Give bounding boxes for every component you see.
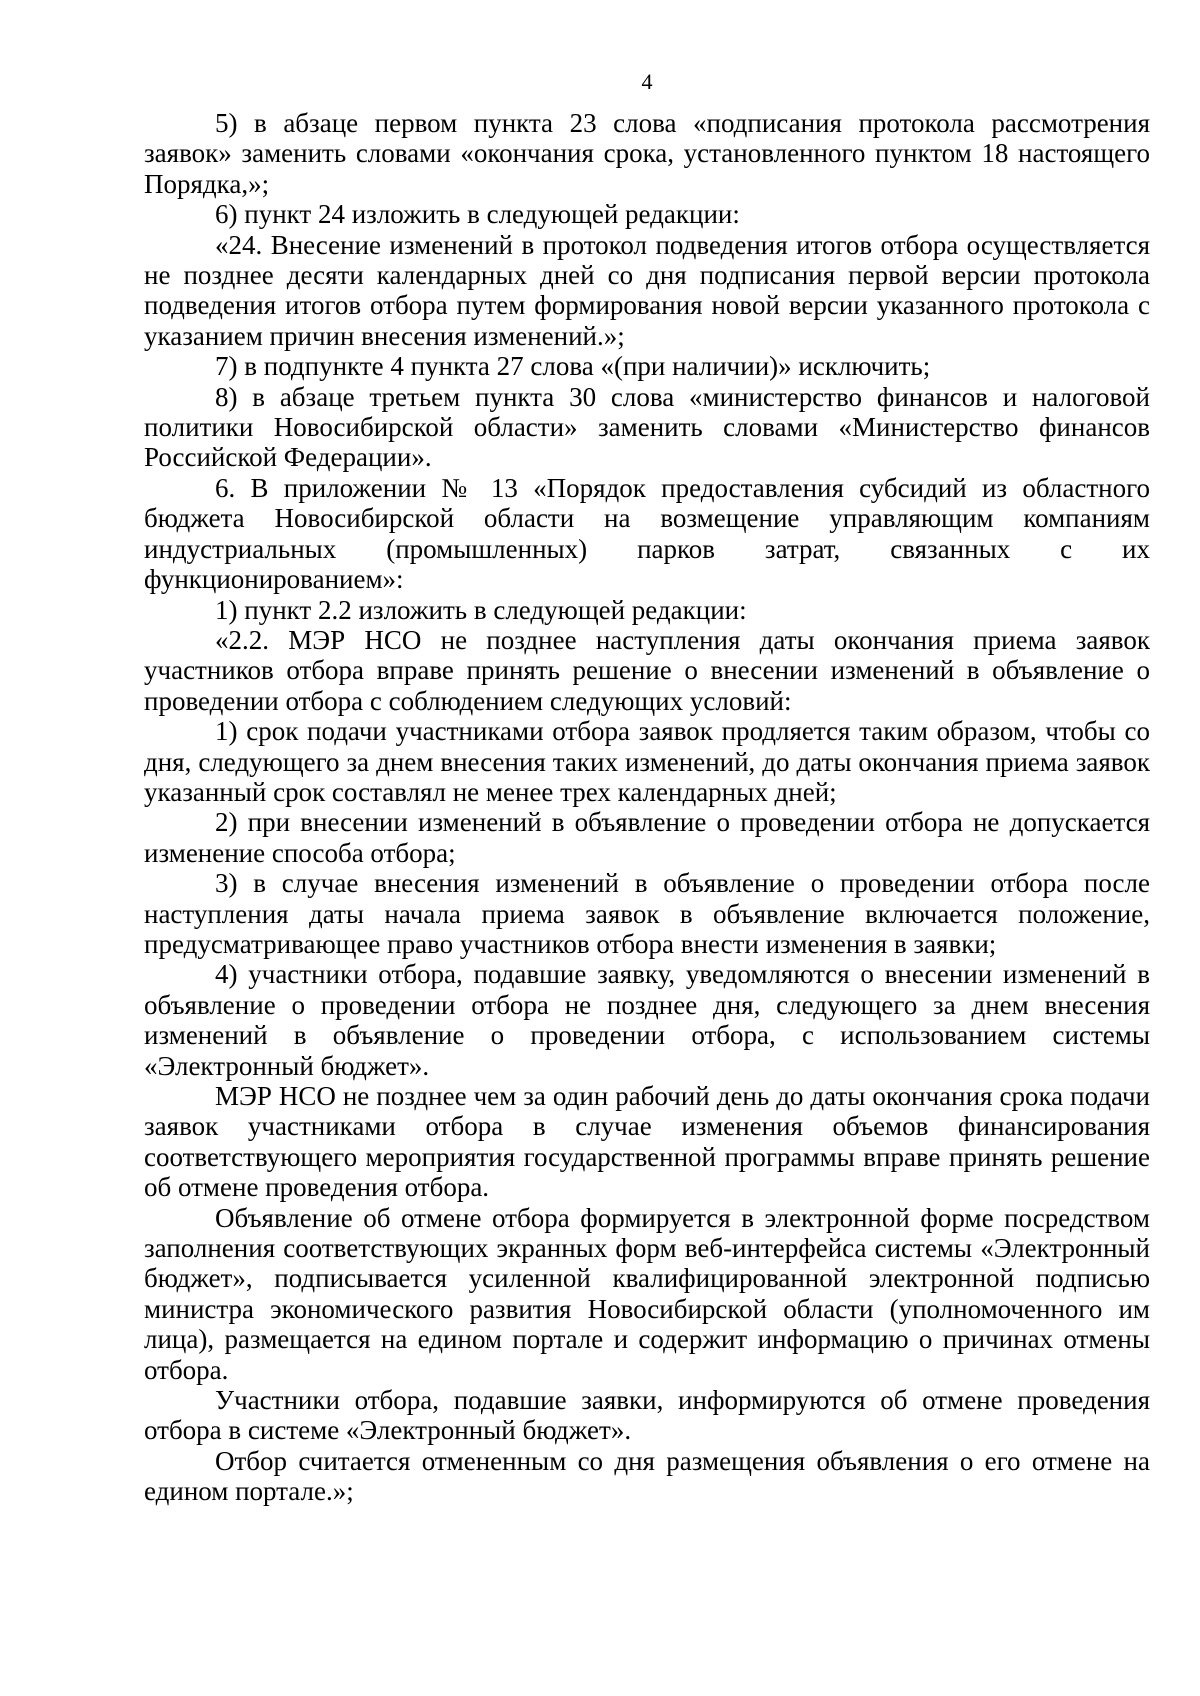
- paragraph-condition-3: 3) в случае внесения изменений в объявление о проведении отбора после наступления даты начала приема заявок в объявление включается положение, предусматривающее право участников отбора внести изменения в заявки;: [144, 868, 1150, 959]
- paragraph-cancellation-decision: МЭР НСО не позднее чем за один рабочий день до даты окончания срока подачи заявок участниками отбора в случае изменения объемов финансирования соответствующего мероприятия государственной программы вправе принять решение об отмене проведения отбора.: [144, 1081, 1150, 1203]
- paragraph-section-6: 6. В приложении № 13 «Порядок предоставления субсидий из областного бюджета Новосибирской области на возмещение управляющим компаниям индустриальных (промышленных) парков затрат, связанных с их функционированием»:: [144, 472, 1150, 595]
- page-number: 4: [641, 69, 653, 94]
- paragraph-cancellation-effective: Отбор считается отмененным со дня размещения объявления о его отмене на едином портале.»;: [144, 1445, 1150, 1507]
- paragraph-item-5: 5) в абзаце первом пункта 23 слова «подписания протокола рассмотрения заявок» заменить словами «окончания срока, установленного пунктом 18 настоящего Порядка,»;: [144, 108, 1150, 199]
- paragraph-condition-1: 1) срок подачи участниками отбора заявок продляется таким образом, чтобы со дня, следующего за днем внесения таких изменений, до даты окончания приема заявок указанный срок составлял не менее трех календарных дней;: [144, 716, 1150, 807]
- paragraph-section-6-item-1: 1) пункт 2.2 изложить в следующей редакции:: [215, 594, 747, 625]
- paragraph-condition-2: 2) при внесении изменений в объявление о проведении отбора не допускается изменение способа отбора;: [144, 807, 1150, 868]
- paragraph-participants-informed: Участники отбора, подавшие заявки, информируются об отмене проведения отбора в системе «Электронный бюджет».: [144, 1385, 1150, 1446]
- paragraph-item-7: 7) в подпункте 4 пункта 27 слова «(при наличии)» исключить;: [215, 351, 931, 382]
- paragraph-cancellation-announcement: Объявление об отмене отбора формируется в электронной форме посредством заполнения соответствующих экранных форм веб-интерфейса системы «Электронный бюджет», подписывается усиленной квалифицированной электронной подписью министра экономического развития Новосибирской области (уполномоченного им лица), размещается на едином портале и содержит информацию о причинах отмены отбора.: [144, 1202, 1150, 1385]
- paragraph-point-24-text: «24. Внесение изменений в протокол подведения итогов отбора осуществляется не позднее десяти календарных дней со дня подписания первой версии протокола подведения итогов отбора путем формирования новой версии указанного протокола с указанием причин внесения изменений.»;: [144, 229, 1150, 351]
- paragraph-item-6: 6) пункт 24 изложить в следующей редакции:: [215, 199, 740, 230]
- document-page: [144, 70, 1150, 1507]
- paragraph-point-2-2-text: «2.2. МЭР НСО не позднее наступления даты окончания приема заявок участников отбора вправе принять решение о внесении изменений в объявление о проведении отбора с соблюдением следующих условий:: [144, 624, 1150, 716]
- paragraph-item-8: 8) в абзаце третьем пункта 30 слова «министерство финансов и налоговой политики Новосибирской области» заменить словами «Министерство финансов Российской Федерации».: [144, 381, 1150, 473]
- paragraph-condition-4: 4) участники отбора, подавшие заявку, уведомляются о внесении изменений в объявление о проведении отбора не позднее дня, следующего за днем внесения изменений в объявление о проведении отбора, с использованием системы «Электронный бюджет».: [144, 959, 1150, 1081]
